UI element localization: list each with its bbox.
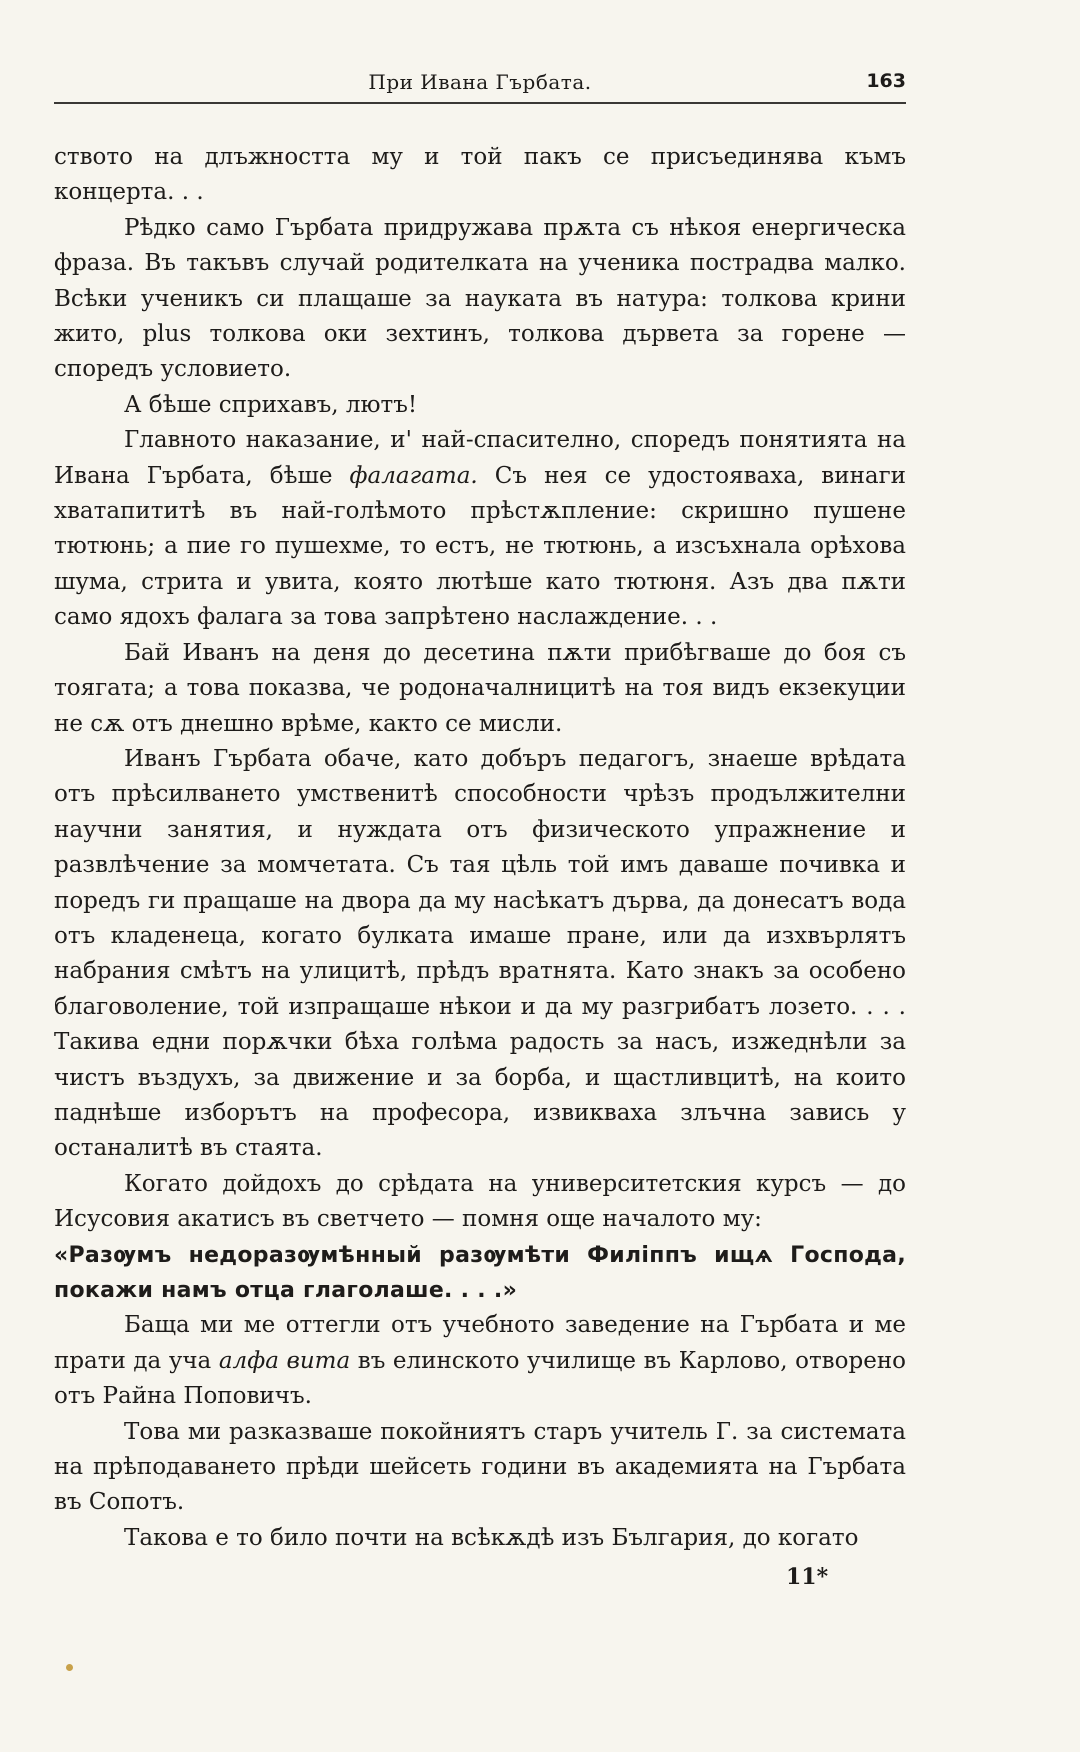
paragraph-9-text-b: въ елинското училище въ Карлово, отворено отъ Райна Поповичъ. xyxy=(54,1347,906,1410)
paragraph-9 xyxy=(54,1308,906,1414)
paragraph-11: Такова е то било почти на всѣкѫдѣ изъ България, до когато xyxy=(124,1524,859,1551)
paragraph-9-text-a: Баща ми ме оттегли отъ учебното заведение на Гърбата и ме прати да уча xyxy=(54,1312,906,1374)
paragraph-4 xyxy=(54,423,906,635)
paragraph-10: Това ми разказваше покойниятъ старъ учитель Г. за системата на прѣподаването прѣди шейсеть години въ академията на Гърбата въ Сопотъ. xyxy=(54,1418,906,1516)
church-slavonic-quote: «Разѹмъ недоразѹмѣнный разѹмѣти Филіппъ ищѧ Господа, покажи намъ отца глаголаше. . . .» xyxy=(54,1242,906,1303)
paragraph-1: ството на длъжността му и той пакъ се присъединява къмъ концерта. . . xyxy=(54,144,906,206)
body-text xyxy=(54,140,906,1556)
printer-signature: 11* xyxy=(786,1564,829,1590)
paragraph-3: А бѣше сприхавъ, лютъ! xyxy=(124,391,418,418)
paragraph-2: Рѣдко само Гърбата придружава прѫта съ нѣкоя енергическа фраза. Въ такъвъ случай родителката на ученика пострадва малко. Всѣки ученикъ си плащаше за науката въ натура: толкова крини жито, plus толкова оки зехтинъ, толкова дървета за горене — споредъ условието. xyxy=(54,214,906,383)
running-title: При Ивана Гърбата. xyxy=(368,70,592,94)
paragraph-6: Иванъ Гърбата обаче, като добъръ педагогъ, знаеше врѣдата отъ прѣсилването умственитѣ способности чрѣзъ продължителни научни занятия, и нуждата отъ физическото упражнение и развлѣчение за момчетата. Съ тая цѣль той имъ даваше почивка и поредъ ги пращаше на двора да му насѣкатъ дърва, да донесатъ вода отъ кладенеца, когато булката имаше пране, или да изхвърлятъ набрания смѣтъ на улицитѣ, прѣдъ вратнята. Като знакъ за особено благоволение, той изпращаше нѣкои и да му разгрибатъ лозето. . . . Такива едни порѫчки бѣха голѣма радость за насъ, изжеднѣли за чистъ въздухъ, за движение и за борба, и щастливцитѣ, на които паднѣше изборътъ на професора, извикваха злъчна завись у останалитѣ въ стаята. xyxy=(54,745,906,1162)
paper-speck xyxy=(66,1664,73,1671)
paragraph-7: Когато дойдохъ до срѣдата на университетския курсъ — до Исусовия акатисъ въ светчето — помня още началото му: xyxy=(54,1170,906,1233)
paragraph-9-italic: алфа вита xyxy=(218,1347,351,1374)
running-header xyxy=(54,62,906,104)
paragraph-4-text-b: Съ нея се удостояваха, винаги хватапититѣ въ най-голѣмото прѣстѫпление: скришно пушене тютюнь; а пие го пушехме, то естъ, не тютюнь, а изсъхнала орѣхова шума, стрита и увита, която лютѣше като тютюня. Азъ два пѫти само ядохъ фалага за това запрѣтено наслаждение. . . xyxy=(54,462,907,631)
paragraph-4-text-a: Главното наказание, и' най-спасително, споредъ понятията на Ивана Гърбата, бѣше xyxy=(54,427,906,489)
paragraph-5: Бай Иванъ на деня до десетина пѫти прибѣгваше до боя съ тоягата; а това показва, че родоначалницитѣ на тоя видъ екзекуции не сѫ отъ днешно врѣме, както се мисли. xyxy=(54,639,906,737)
paragraph-4-italic: фалагата. xyxy=(349,462,478,489)
page-number: 163 xyxy=(866,70,906,92)
